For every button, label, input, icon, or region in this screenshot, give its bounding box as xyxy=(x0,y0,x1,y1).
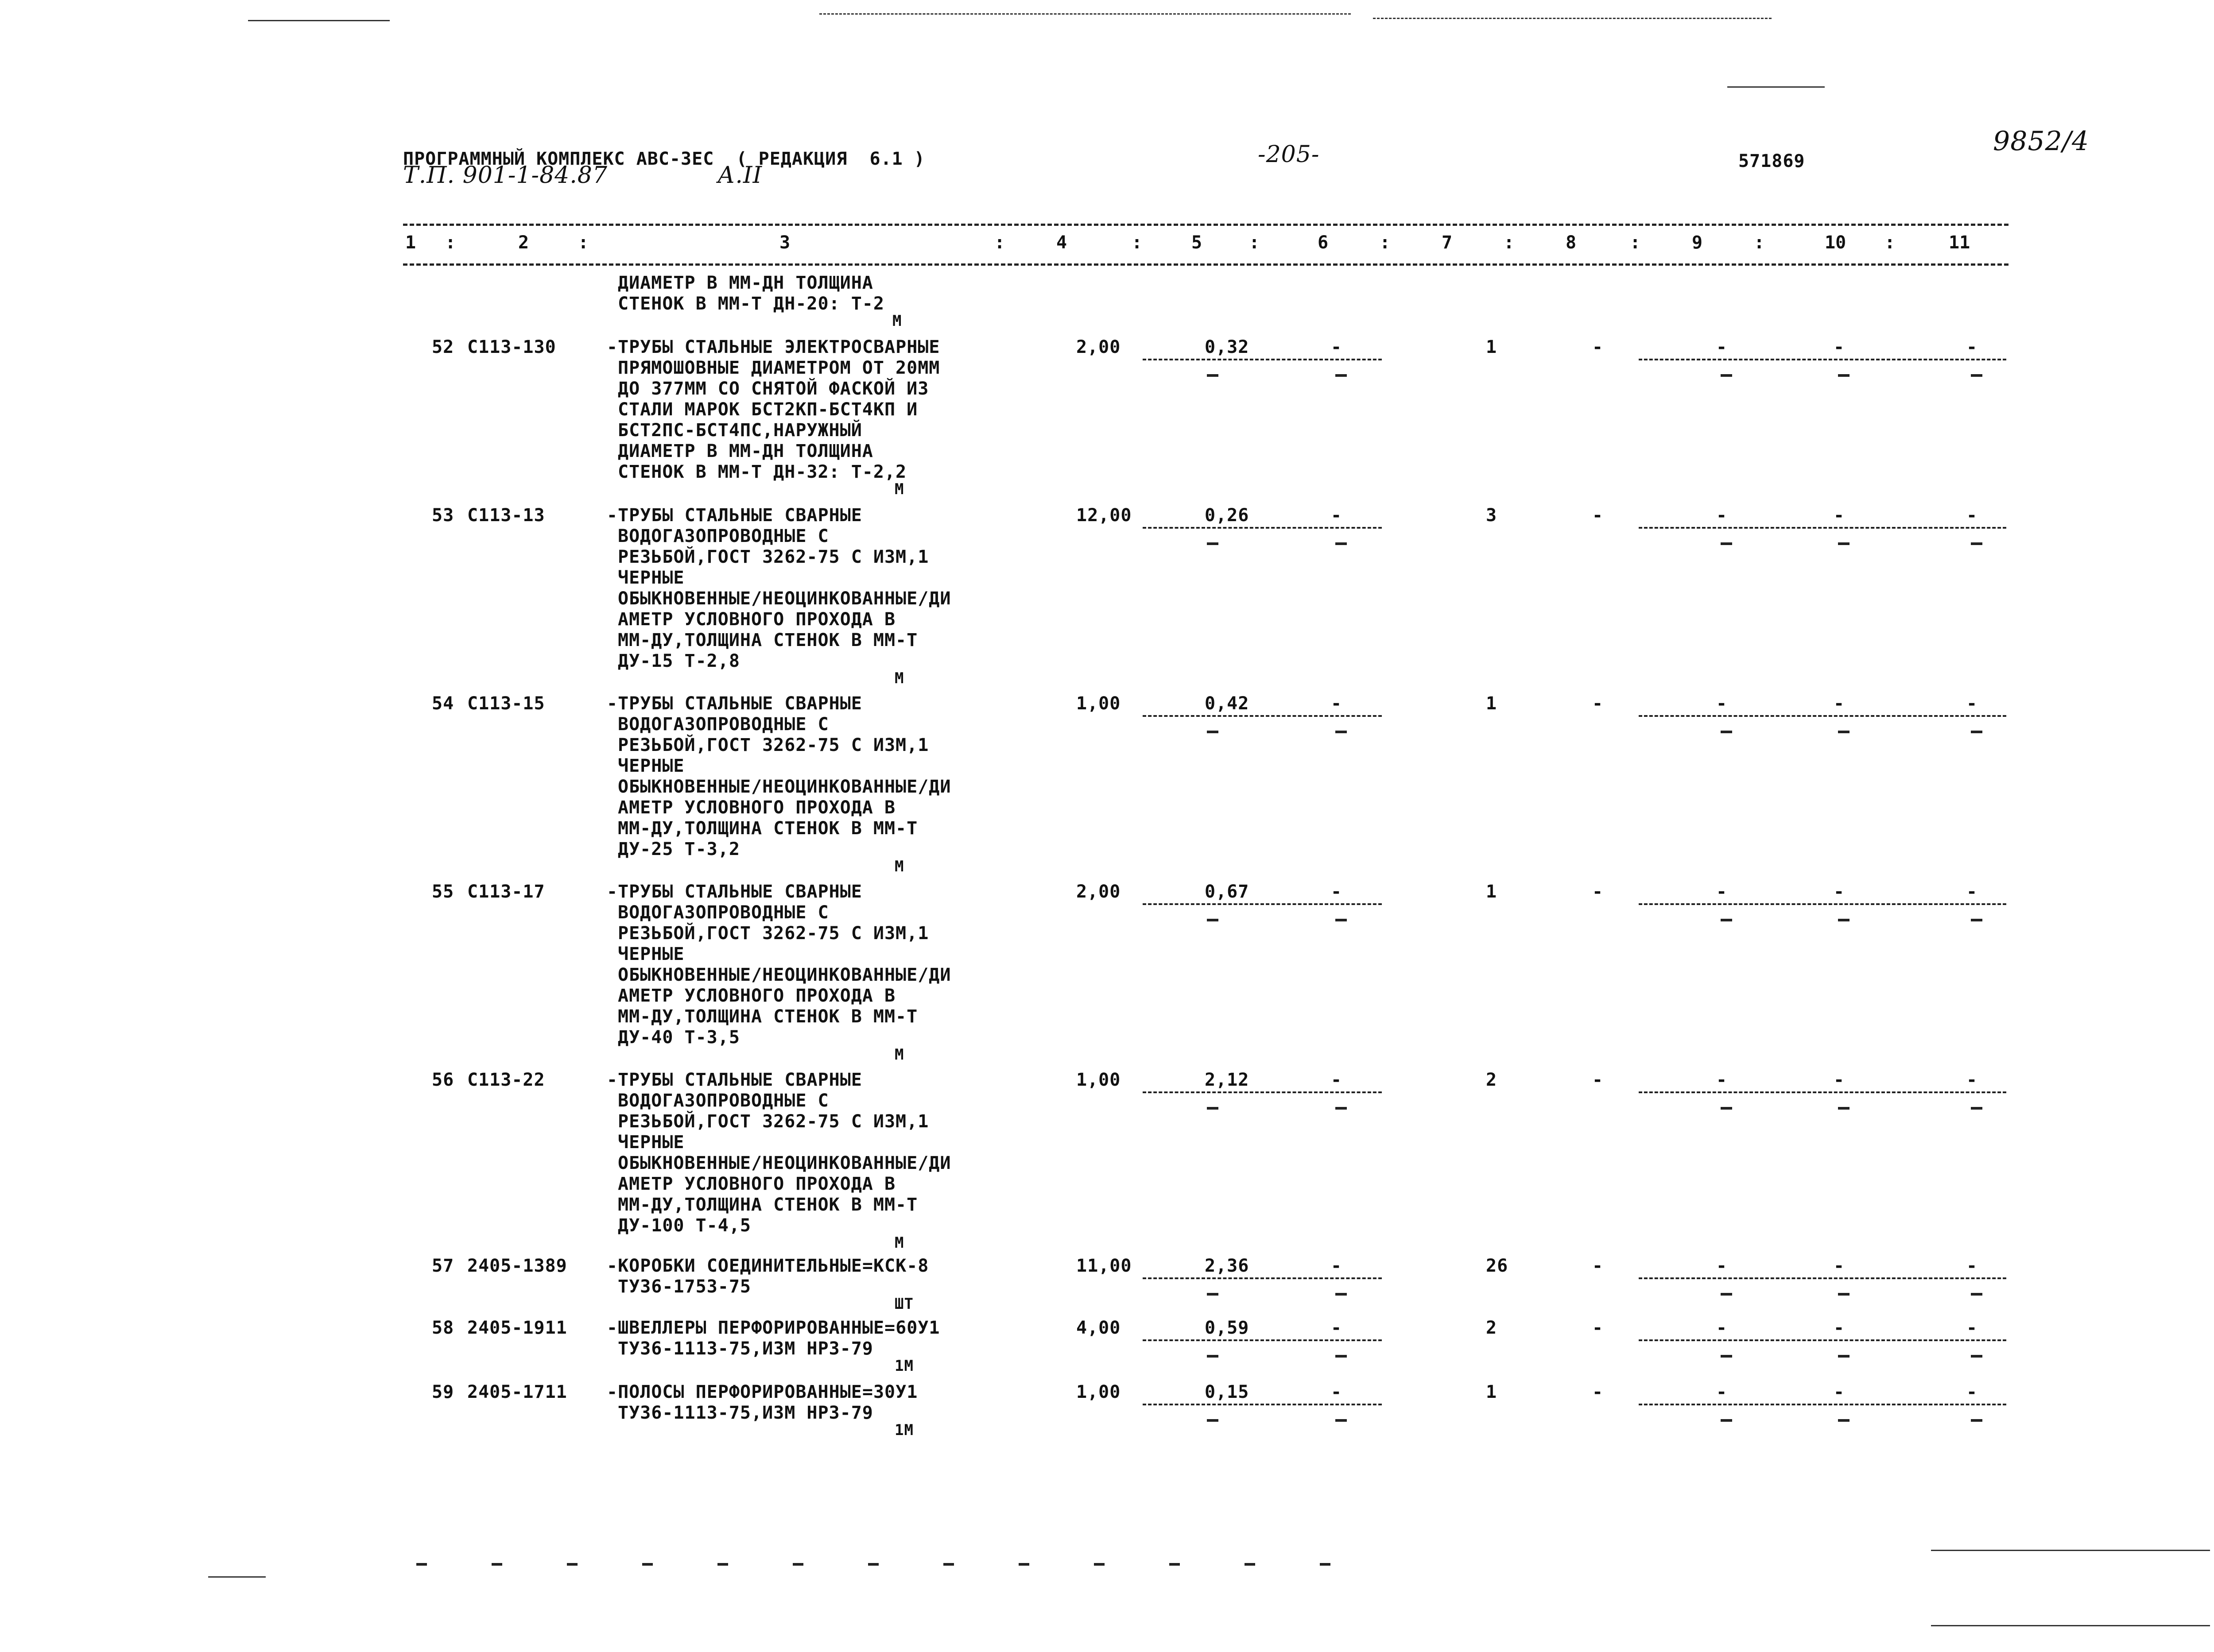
row-empty-dash xyxy=(1971,1419,1982,1422)
col8-cell: - xyxy=(1592,505,1604,526)
document-number: 571869 xyxy=(1738,151,1805,171)
row-subtotal-rule xyxy=(1639,1339,2006,1341)
col7-cell: 2 xyxy=(1486,1070,1497,1090)
col5-cell: 0,32 xyxy=(1205,337,1249,357)
row-code: С113-15 xyxy=(467,693,545,714)
row-subtotal-rule xyxy=(1143,1339,1382,1341)
col10-cell: - xyxy=(1834,337,1845,357)
row-subtotal-rule xyxy=(1143,1277,1382,1279)
col5-cell: 2,12 xyxy=(1205,1070,1249,1090)
col8-cell: - xyxy=(1592,1382,1604,1402)
row-subtotal-rule xyxy=(1639,1404,2006,1405)
row-number: 53 xyxy=(432,505,454,526)
row-description-line: ОБЫКНОВЕННЫЕ/НЕОЦИНКОВАННЫЕ/ДИ xyxy=(618,777,951,797)
col7-cell: 2 xyxy=(1486,1318,1497,1338)
col10-cell: - xyxy=(1834,1318,1845,1338)
row-description-line: ТУ36-1113-75,ИЗМ НР3-79 xyxy=(618,1403,873,1423)
column-header-6: 6 xyxy=(1318,232,1329,253)
col6-cell: - xyxy=(1331,882,1342,902)
row-description-line: АМЕТР УСЛОВНОГО ПРОХОДА В xyxy=(618,609,896,630)
quantity-cell: 2,00 xyxy=(1076,882,1121,902)
column-header-5: 5 xyxy=(1191,232,1202,253)
row-empty-dash xyxy=(1838,1107,1850,1110)
col9-cell: - xyxy=(1716,337,1728,357)
footer-dash xyxy=(1094,1563,1105,1566)
quantity-cell: 1,00 xyxy=(1076,1382,1121,1402)
footer-dash xyxy=(416,1563,427,1566)
col5-cell: 0,26 xyxy=(1205,505,1249,526)
row-code: С113-130 xyxy=(467,337,556,357)
row-description-line: ПРЯМОШОВНЫЕ ДИАМЕТРОМ ОТ 20ММ xyxy=(618,358,940,378)
row-empty-dash xyxy=(1207,374,1218,377)
col8-cell: - xyxy=(1592,337,1604,357)
row-description-line: РЕЗЬБОЙ,ГОСТ 3262-75 С ИЗМ,1 xyxy=(618,735,929,755)
col7-cell: 3 xyxy=(1486,505,1497,526)
column-separator: : xyxy=(1884,232,1896,253)
row-subtotal-rule xyxy=(1143,1404,1382,1405)
row-empty-dash xyxy=(1721,1107,1732,1110)
col7-cell: 26 xyxy=(1486,1256,1508,1276)
scan-mark-bottom-right-2 xyxy=(1931,1625,2210,1626)
col8-cell: - xyxy=(1592,1070,1604,1090)
row-empty-dash xyxy=(1721,1293,1732,1296)
row-unit: М xyxy=(895,669,904,687)
col9-cell: - xyxy=(1716,505,1728,526)
row-code: С113-22 xyxy=(467,1070,545,1090)
row-description-line: ОБЫКНОВЕННЫЕ/НЕОЦИНКОВАННЫЕ/ДИ xyxy=(618,1153,951,1173)
col11-cell: - xyxy=(1966,1256,1978,1276)
row-empty-dash xyxy=(1971,919,1982,921)
col11-cell: - xyxy=(1966,882,1978,902)
row-empty-dash xyxy=(1838,731,1850,733)
project-code: Т.П. 901-1-84.87 xyxy=(403,162,608,189)
row-empty-dash xyxy=(1335,1107,1347,1110)
col6-cell: - xyxy=(1331,1256,1342,1276)
row-empty-dash xyxy=(1721,1355,1732,1358)
row-empty-dash xyxy=(1838,1355,1850,1358)
row-subtotal-rule xyxy=(1143,715,1382,717)
footer-dash xyxy=(642,1563,653,1566)
row-description-line: ММ-ДУ,ТОЛЩИНА СТЕНОК В ММ-Т xyxy=(618,818,918,839)
col9-cell: - xyxy=(1716,1070,1728,1090)
col8-cell: - xyxy=(1592,1318,1604,1338)
row-subtotal-rule xyxy=(1639,1091,2006,1093)
col11-cell: - xyxy=(1966,1382,1978,1402)
row-description-line: АМЕТР УСЛОВНОГО ПРОХОДА В xyxy=(618,986,896,1006)
row-description-line: ММ-ДУ,ТОЛЩИНА СТЕНОК В ММ-Т xyxy=(618,630,918,650)
col11-cell: - xyxy=(1966,337,1978,357)
row-description-line: РЕЗЬБОЙ,ГОСТ 3262-75 С ИЗМ,1 xyxy=(618,923,929,944)
column-separator: : xyxy=(1249,232,1260,253)
row-number: 58 xyxy=(432,1318,454,1338)
row-empty-dash xyxy=(1721,374,1732,377)
row-subtotal-rule xyxy=(1143,359,1382,360)
row-unit: 1М xyxy=(895,1357,914,1375)
row-empty-dash xyxy=(1335,1355,1347,1358)
column-header-2: 2 xyxy=(518,232,529,253)
col6-cell: - xyxy=(1331,505,1342,526)
row-subtotal-rule xyxy=(1639,359,2006,360)
column-header-8: 8 xyxy=(1566,232,1577,253)
col7-cell: 1 xyxy=(1486,693,1497,714)
row-empty-dash xyxy=(1335,731,1347,733)
col5-cell: 0,42 xyxy=(1205,693,1249,714)
footer-dash xyxy=(1245,1563,1255,1566)
quantity-cell: 4,00 xyxy=(1076,1318,1121,1338)
row-number: 55 xyxy=(432,882,454,902)
column-header-7: 7 xyxy=(1442,232,1453,253)
intro-unit: М xyxy=(892,312,902,330)
row-number: 57 xyxy=(432,1256,454,1276)
row-subtotal-rule xyxy=(1639,1277,2006,1279)
quantity-cell: 1,00 xyxy=(1076,693,1121,714)
row-description-line: -ТРУБЫ СТАЛЬНЫЕ СВАРНЫЕ xyxy=(607,882,862,902)
row-number: 56 xyxy=(432,1070,454,1090)
row-empty-dash xyxy=(1838,542,1850,545)
column-separator: : xyxy=(1504,232,1515,253)
row-description-line: -ТРУБЫ СТАЛЬНЫЕ СВАРНЫЕ xyxy=(607,693,862,714)
col5-cell: 0,67 xyxy=(1205,882,1249,902)
scan-mark-bottom-left xyxy=(208,1576,266,1578)
row-number: 54 xyxy=(432,693,454,714)
col10-cell: - xyxy=(1834,505,1845,526)
footer-dash xyxy=(492,1563,502,1566)
row-description-line: ТУ36-1753-75 xyxy=(618,1277,751,1297)
column-separator: : xyxy=(445,232,456,253)
intro-line: СТЕНОК В ММ-Т ДН-20: Т-2 xyxy=(618,294,884,314)
col10-cell: - xyxy=(1834,1256,1845,1276)
footer-dash xyxy=(868,1563,879,1566)
row-empty-dash xyxy=(1335,1293,1347,1296)
quantity-cell: 2,00 xyxy=(1076,337,1121,357)
col7-cell: 1 xyxy=(1486,882,1497,902)
row-description-line: ММ-ДУ,ТОЛЩИНА СТЕНОК В ММ-Т xyxy=(618,1006,918,1027)
row-empty-dash xyxy=(1971,374,1982,377)
column-header-9: 9 xyxy=(1692,232,1703,253)
row-description-line: ЧЕРНЫЕ xyxy=(618,1132,685,1153)
row-empty-dash xyxy=(1838,1293,1850,1296)
col9-cell: - xyxy=(1716,1318,1728,1338)
column-separator: : xyxy=(578,232,589,253)
row-description-line: ВОДОГАЗОПРОВОДНЫЕ С xyxy=(618,1091,829,1111)
table-top-rule xyxy=(403,224,2008,226)
row-unit: М xyxy=(895,1046,904,1064)
row-code: С113-13 xyxy=(467,505,545,526)
scan-mark-top-left xyxy=(248,20,390,21)
row-description-line: -ШВЕЛЛЕРЫ ПЕРФОРИРОВАННЫЕ=60У1 xyxy=(607,1318,940,1338)
row-unit: М xyxy=(895,858,904,875)
row-empty-dash xyxy=(1971,1355,1982,1358)
row-description-line: ВОДОГАЗОПРОВОДНЫЕ С xyxy=(618,902,829,923)
col11-cell: - xyxy=(1966,1070,1978,1090)
col6-cell: - xyxy=(1331,1070,1342,1090)
row-subtotal-rule xyxy=(1639,715,2006,717)
row-empty-dash xyxy=(1721,1419,1732,1422)
col8-cell: - xyxy=(1592,693,1604,714)
footer-dash xyxy=(1019,1563,1029,1566)
row-unit: 1М xyxy=(895,1421,914,1439)
footer-dash xyxy=(717,1563,728,1566)
column-separator: : xyxy=(1630,232,1641,253)
column-header-11: 11 xyxy=(1949,232,1970,253)
col8-cell: - xyxy=(1592,882,1604,902)
row-description-line: ОБЫКНОВЕННЫЕ/НЕОЦИНКОВАННЫЕ/ДИ xyxy=(618,588,951,609)
row-unit: М xyxy=(895,480,904,498)
col9-cell: - xyxy=(1716,882,1728,902)
row-empty-dash xyxy=(1207,731,1218,733)
row-description-line: СТЕНОК В ММ-Т ДН-32: Т-2,2 xyxy=(618,462,907,482)
row-empty-dash xyxy=(1207,919,1218,921)
row-description-line: РЕЗЬБОЙ,ГОСТ 3262-75 С ИЗМ,1 xyxy=(618,1111,929,1132)
col6-cell: - xyxy=(1331,337,1342,357)
row-empty-dash xyxy=(1335,542,1347,545)
row-empty-dash xyxy=(1335,1419,1347,1422)
row-subtotal-rule xyxy=(1639,527,2006,529)
row-description-line: ЧЕРНЫЕ xyxy=(618,568,685,588)
row-code: 2405-1711 xyxy=(467,1382,567,1402)
scan-mark-upper-right xyxy=(1727,86,1825,88)
column-separator: : xyxy=(1132,232,1143,253)
row-empty-dash xyxy=(1207,1107,1218,1110)
row-description-line: -ТРУБЫ СТАЛЬНЫЕ СВАРНЫЕ xyxy=(607,1070,862,1090)
col9-cell: - xyxy=(1716,1256,1728,1276)
footer-dash xyxy=(943,1563,954,1566)
row-number: 52 xyxy=(432,337,454,357)
row-empty-dash xyxy=(1721,542,1732,545)
row-unit: ШТ xyxy=(895,1295,914,1313)
row-empty-dash xyxy=(1207,1419,1218,1422)
row-description-line: ДИАМЕТР В ММ-ДН ТОЛЩИНА xyxy=(618,441,873,461)
row-description-line: ДУ-15 Т-2,8 xyxy=(618,651,740,671)
scan-mark-bottom-right-1 xyxy=(1931,1550,2210,1551)
col5-cell: 2,36 xyxy=(1205,1256,1249,1276)
footer-dash xyxy=(793,1563,803,1566)
header-bottom-rule xyxy=(403,263,2008,266)
col5-cell: 0,15 xyxy=(1205,1382,1249,1402)
column-header-4: 4 xyxy=(1056,232,1067,253)
footer-dash xyxy=(567,1563,578,1566)
row-description-line: ДО 377ММ СО СНЯТОЙ ФАСКОЙ ИЗ xyxy=(618,379,929,399)
album-label: А.II xyxy=(717,162,762,189)
column-separator: : xyxy=(1380,232,1391,253)
quantity-cell: 12,00 xyxy=(1076,505,1132,526)
col8-cell: - xyxy=(1592,1256,1604,1276)
column-header-3: 3 xyxy=(779,232,791,253)
row-description-line: БСТ2ПС-БСТ4ПС,НАРУЖНЫЙ xyxy=(618,420,862,441)
row-empty-dash xyxy=(1335,374,1347,377)
row-description-line: ЧЕРНЫЕ xyxy=(618,944,685,964)
col6-cell: - xyxy=(1331,693,1342,714)
footer-dash xyxy=(1169,1563,1180,1566)
row-description-line: ДУ-40 Т-3,5 xyxy=(618,1027,740,1048)
col10-cell: - xyxy=(1834,693,1845,714)
sheet-reference: 9852/4 xyxy=(1993,126,2090,157)
col5-cell: 0,59 xyxy=(1205,1318,1249,1338)
row-subtotal-rule xyxy=(1143,527,1382,529)
scan-mark-top-right xyxy=(1373,18,1772,19)
column-separator: : xyxy=(994,232,1005,253)
row-empty-dash xyxy=(1838,919,1850,921)
row-code: 2405-1911 xyxy=(467,1318,567,1338)
row-description-line: ВОДОГАЗОПРОВОДНЫЕ С xyxy=(618,714,829,735)
col7-cell: 1 xyxy=(1486,1382,1497,1402)
footer-dash xyxy=(1320,1563,1330,1566)
row-empty-dash xyxy=(1721,919,1732,921)
program-header: ПРОГРАММНЫЙ КОМПЛЕКС АВС-ЗЕС ( РЕДАКЦИЯ 6.1 ) xyxy=(403,149,925,169)
row-description-line: ОБЫКНОВЕННЫЕ/НЕОЦИНКОВАННЫЕ/ДИ xyxy=(618,965,951,985)
row-description-line: -КОРОБКИ СОЕДИНИТЕЛЬНЫЕ=КСК-8 xyxy=(607,1256,929,1276)
col11-cell: - xyxy=(1966,1318,1978,1338)
col9-cell: - xyxy=(1716,1382,1728,1402)
row-subtotal-rule xyxy=(1143,1091,1382,1093)
row-description-line: -ТРУБЫ СТАЛЬНЫЕ СВАРНЫЕ xyxy=(607,505,862,526)
col6-cell: - xyxy=(1331,1318,1342,1338)
row-empty-dash xyxy=(1207,1293,1218,1296)
col7-cell: 1 xyxy=(1486,337,1497,357)
row-code: С113-17 xyxy=(467,882,545,902)
page-number: -205- xyxy=(1258,141,1320,168)
col11-cell: - xyxy=(1966,505,1978,526)
row-number: 59 xyxy=(432,1382,454,1402)
row-description-line: АМЕТР УСЛОВНОГО ПРОХОДА В xyxy=(618,797,896,818)
row-empty-dash xyxy=(1838,374,1850,377)
row-description-line: РЕЗЬБОЙ,ГОСТ 3262-75 С ИЗМ,1 xyxy=(618,547,929,567)
row-description-line: ММ-ДУ,ТОЛЩИНА СТЕНОК В ММ-Т xyxy=(618,1195,918,1215)
row-subtotal-rule xyxy=(1143,903,1382,905)
quantity-cell: 11,00 xyxy=(1076,1256,1132,1276)
row-description-line: ВОДОГАЗОПРОВОДНЫЕ С xyxy=(618,526,829,546)
row-unit: М xyxy=(895,1234,904,1252)
column-header-1: 1 xyxy=(405,232,416,253)
row-description-line: ЧЕРНЫЕ xyxy=(618,756,685,776)
col11-cell: - xyxy=(1966,693,1978,714)
intro-line: ДИАМЕТР В ММ-ДН ТОЛЩИНА xyxy=(618,273,873,293)
row-description-line: АМЕТР УСЛОВНОГО ПРОХОДА В xyxy=(618,1174,896,1194)
col6-cell: - xyxy=(1331,1382,1342,1402)
row-description-line: ДУ-100 Т-4,5 xyxy=(618,1215,751,1236)
col10-cell: - xyxy=(1834,1382,1845,1402)
row-empty-dash xyxy=(1838,1419,1850,1422)
row-empty-dash xyxy=(1971,1293,1982,1296)
quantity-cell: 1,00 xyxy=(1076,1070,1121,1090)
row-description-line: ДУ-25 Т-3,2 xyxy=(618,839,740,859)
row-empty-dash xyxy=(1721,731,1732,733)
col10-cell: - xyxy=(1834,882,1845,902)
scan-mark-top-center xyxy=(819,13,1351,15)
row-code: 2405-1389 xyxy=(467,1256,567,1276)
column-separator: : xyxy=(1754,232,1765,253)
row-subtotal-rule xyxy=(1639,903,2006,905)
row-description-line: -ПОЛОСЫ ПЕРФОРИРОВАННЫЕ=30У1 xyxy=(607,1382,918,1402)
row-description-line: -ТРУБЫ СТАЛЬНЫЕ ЭЛЕКТРОСВАРНЫЕ xyxy=(607,337,940,357)
col10-cell: - xyxy=(1834,1070,1845,1090)
row-empty-dash xyxy=(1207,1355,1218,1358)
row-empty-dash xyxy=(1335,919,1347,921)
col9-cell: - xyxy=(1716,693,1728,714)
row-empty-dash xyxy=(1971,1107,1982,1110)
row-empty-dash xyxy=(1971,731,1982,733)
row-description-line: СТАЛИ МАРОК БСТ2КП-БСТ4КП И xyxy=(618,399,918,420)
row-empty-dash xyxy=(1971,542,1982,545)
row-empty-dash xyxy=(1207,542,1218,545)
row-description-line: ТУ36-1113-75,ИЗМ НР3-79 xyxy=(618,1339,873,1359)
column-header-10: 10 xyxy=(1825,232,1846,253)
